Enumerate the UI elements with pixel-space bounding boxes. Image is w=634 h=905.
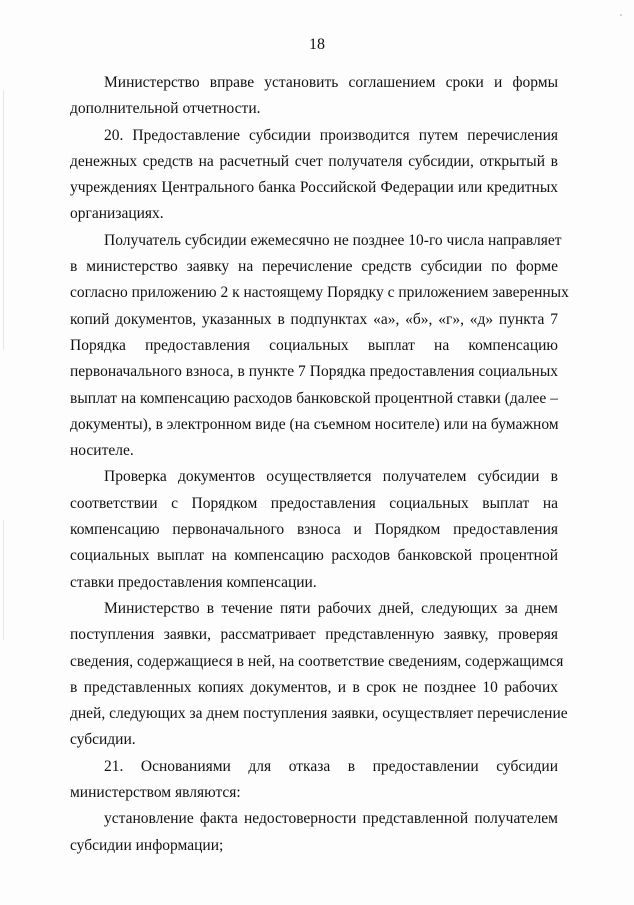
text-line: 20. Предоставление субсидии производится путем перечисления: [104, 126, 558, 144]
text-line: согласно приложению 2 к настоящему Порядку с приложением заверенных: [70, 284, 569, 302]
scan-artifact: [620, 14, 622, 16]
text-line: субсидии.: [70, 731, 136, 749]
text-line: Министерство вправе установить соглашением сроки и формы: [104, 74, 558, 91]
text-line: денежных средств на расчетный счет получателя субсидии, открытый в: [70, 152, 558, 170]
text-line: Получатель субсидии ежемесячно не позднее 10-го числа направляет: [104, 231, 562, 249]
text-line: социальных выплат на компенсацию расходов банковской процентной: [70, 547, 558, 565]
text-line: Министерство в течение пяти рабочих дней, следующих за днем: [104, 599, 558, 617]
paragraph: [70, 596, 568, 754]
text-line: поступления заявки, рассматривает представленную заявку, проверяя: [70, 626, 558, 644]
paragraph: [70, 123, 558, 228]
text-line: документы), в электронном виде (на съемном носителе) или на бумажном: [70, 415, 559, 433]
text-line: дополнительной отчетности.: [70, 100, 261, 118]
paragraph: [70, 70, 558, 123]
document-body: [70, 70, 569, 859]
text-line: 21. Основаниями для отказа в предоставлении субсидии: [104, 757, 558, 775]
paragraph: [70, 228, 569, 465]
text-line: носителе.: [70, 442, 134, 460]
paragraph: [70, 806, 558, 859]
text-line: компенсацию первоначального взноса и Порядком предоставления: [70, 521, 558, 539]
text-line: первоначального взноса, в пункте 7 Порядка предоставления социальных: [70, 363, 558, 381]
text-line: организациях.: [70, 205, 164, 223]
text-line: Проверка документов осуществляется получателем субсидии в: [104, 468, 558, 486]
text-line: дней, следующих за днем поступления заявки, осуществляет перечисление: [70, 705, 568, 723]
text-line: в министерство заявку на перечисление средств субсидии по форме: [70, 258, 558, 276]
text-line: Порядка предоставления социальных выплат на компенсацию: [70, 336, 558, 354]
text-line: министерством являются:: [70, 784, 241, 802]
text-line: ставки предоставления компенсации.: [70, 573, 317, 591]
paragraph: [70, 464, 558, 595]
text-line: соответствии с Порядком предоставления социальных выплат на: [70, 494, 558, 512]
scan-artifact: [3, 90, 4, 350]
paragraph: [70, 754, 558, 807]
text-line: в представленных копиях документов, и в срок не позднее 10 рабочих: [70, 678, 558, 696]
text-line: учреждениях Центрального банка Российской Федерации или кредитных: [70, 179, 558, 197]
page-number: 18: [309, 36, 325, 53]
scan-artifact: [3, 520, 4, 640]
text-line: копий документов, указанных в подпунктах «а», «б», «г», «д» пункта 7: [70, 310, 558, 328]
text-line: выплат на компенсацию расходов банковской процентной ставки (далее –: [70, 389, 558, 407]
text-line: сведения, содержащиеся в ней, на соответствие сведениям, содержащимся: [70, 652, 564, 670]
text-line: субсидии информации;: [70, 836, 224, 854]
text-line: установление факта недостоверности представленной получателем: [104, 810, 558, 828]
